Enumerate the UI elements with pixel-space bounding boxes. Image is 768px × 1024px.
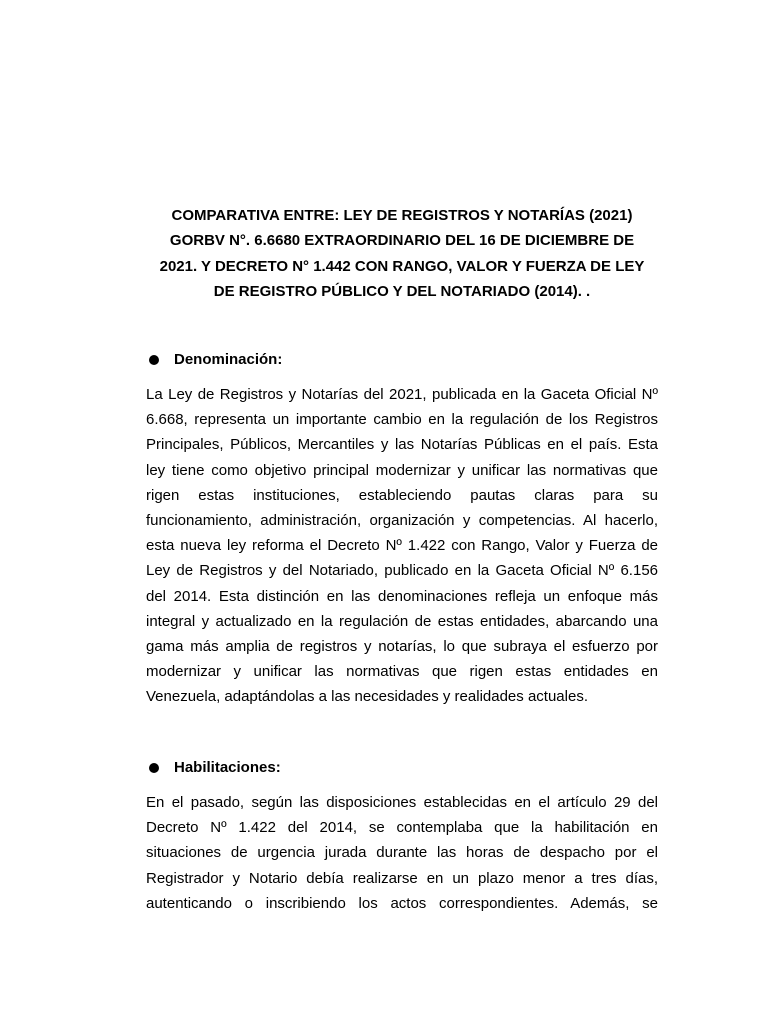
paragraph-line: situaciones de urgencia jurada durante las horas de despacho por el — [146, 844, 658, 862]
paragraph-line: gama más amplia de registros y notarías, lo que subraya el esfuerzo por — [146, 637, 658, 655]
section-heading-label: Habilitaciones: — [174, 759, 281, 776]
paragraph-line: Principales, Públicos, Mercantiles y las Notarías Públicas en el país. Esta — [146, 436, 658, 454]
title-line: 2021. Y DECRETO N° 1.442 CON RANGO, VALOR Y FUERZA DE LEY — [159, 257, 645, 275]
document-title — [146, 203, 658, 304]
paragraph-line: funcionamiento, administración, organización y competencias. Al hacerlo, — [146, 511, 658, 529]
bullet-icon — [149, 355, 159, 365]
paragraph-line: La Ley de Registros y Notarías del 2021, publicada en la Gaceta Oficial Nº — [146, 386, 658, 403]
paragraph-line: del 2014. Esta distinción en las denominaciones refleja un enfoque más — [146, 587, 658, 605]
paragraph-line: integral y actualizado en la regulación de estas entidades, abarcando una — [146, 612, 658, 630]
paragraph-line: Venezuela, adaptándolas a las necesidades y realidades actuales. — [146, 688, 588, 706]
paragraph-line: ley tiene como objetivo principal modernizar y unificar las normativas que — [146, 461, 658, 479]
paragraph-habilitaciones — [146, 790, 658, 916]
paragraph-line: rigen estas instituciones, estableciendo pautas claras para su — [146, 486, 658, 504]
paragraph-line: autenticando o inscribiendo los actos correspondientes. Además, se — [146, 894, 658, 912]
paragraph-line: esta nueva ley reforma el Decreto Nº 1.422 con Rango, Valor y Fuerza de — [146, 537, 658, 555]
paragraph-line: modernizar y unificar las normativas que rigen estas entidades en — [146, 663, 658, 681]
title-line: DE REGISTRO PÚBLICO Y DEL NOTARIADO (2014). . — [213, 282, 591, 300]
title-line: COMPARATIVA ENTRE: LEY DE REGISTROS Y NOTARÍAS (2021) — [171, 207, 633, 224]
paragraph-line: 6.668, representa un importante cambio en la regulación de los Registros — [146, 411, 658, 429]
paragraph-line: Registrador y Notario debía realizarse en un plazo menor a tres días, — [146, 869, 658, 887]
paragraph-line: Ley de Registros y del Notariado, publicado en la Gaceta Oficial Nº 6.156 — [146, 562, 658, 580]
title-line: GORBV N°. 6.6680 EXTRAORDINARIO DEL 16 DE DICIEMBRE DE — [169, 232, 635, 250]
paragraph-line: Decreto Nº 1.422 del 2014, se contemplaba que la habilitación en — [146, 819, 658, 837]
bullet-icon — [149, 763, 159, 773]
paragraph-line: En el pasado, según las disposiciones establecidas en el artículo 29 del — [146, 794, 658, 811]
paragraph-denominacion — [146, 382, 658, 709]
section-heading-label: Denominación: — [174, 351, 283, 368]
